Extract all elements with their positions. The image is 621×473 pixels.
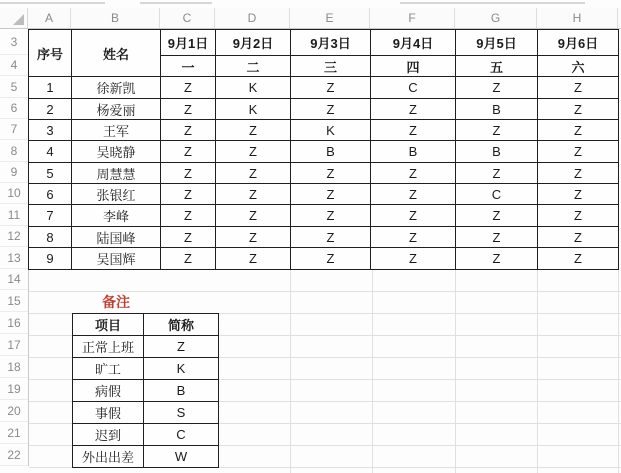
attendance-cell[interactable]: Z xyxy=(456,248,538,270)
table-row xyxy=(29,120,619,141)
legend-header-cell[interactable]: 简称 xyxy=(144,314,219,336)
attendance-cell[interactable]: Z xyxy=(161,184,216,205)
col-header-B[interactable]: B xyxy=(71,8,160,28)
header-weekday[interactable]: 三 xyxy=(291,56,371,77)
cropped-row-fragment xyxy=(0,2,105,4)
attendance-cell[interactable]: Z xyxy=(216,227,291,248)
column-header-strip xyxy=(0,8,621,29)
attendance-cell[interactable]: Z xyxy=(371,163,456,184)
header-weekday[interactable]: 一 xyxy=(161,56,216,77)
attendance-cell[interactable]: Z xyxy=(538,99,619,120)
attendance-cell[interactable]: C xyxy=(371,77,456,99)
attendance-cell[interactable]: Z xyxy=(371,120,456,141)
attendance-cell[interactable]: Z xyxy=(371,99,456,120)
table-row xyxy=(29,205,619,227)
gridline xyxy=(372,270,373,473)
attendance-cell[interactable]: B xyxy=(456,99,538,120)
row-header-4[interactable]: 4 xyxy=(0,55,28,76)
header-weekday[interactable]: 四 xyxy=(371,56,456,77)
attendance-cell[interactable]: Z xyxy=(456,120,538,141)
row-header-12[interactable]: 12 xyxy=(0,226,28,247)
row-header-3[interactable]: 3 xyxy=(0,29,28,55)
col-header-D[interactable]: D xyxy=(215,8,290,28)
attendance-cell[interactable]: Z xyxy=(371,184,456,205)
employee-name-cell[interactable]: 吴国辉 xyxy=(72,248,161,270)
attendance-cell[interactable]: Z xyxy=(456,205,538,227)
attendance-cell[interactable]: Z xyxy=(216,184,291,205)
attendance-cell[interactable]: Z xyxy=(291,248,371,270)
row-header-13[interactable]: 13 xyxy=(0,247,28,269)
row-header-19[interactable]: 19 xyxy=(0,378,28,400)
select-all-icon xyxy=(13,14,24,25)
table-row xyxy=(29,248,619,270)
row-header-18[interactable]: 18 xyxy=(0,356,28,378)
row-header-8[interactable]: 8 xyxy=(0,140,28,162)
col-header-F[interactable]: F xyxy=(370,8,455,28)
employee-name-cell[interactable]: 周慧慧 xyxy=(72,163,161,184)
serial-cell[interactable]: 2 xyxy=(29,99,72,120)
header-serial[interactable]: 序号 xyxy=(29,30,72,77)
employee-name-cell[interactable]: 陆国峰 xyxy=(72,227,161,248)
attendance-cell[interactable]: Z xyxy=(371,205,456,227)
attendance-cell[interactable]: Z xyxy=(538,141,619,163)
row-header-15[interactable]: 15 xyxy=(0,290,28,312)
legend-row xyxy=(73,380,219,402)
attendance-cell[interactable]: Z xyxy=(538,205,619,227)
attendance-cell[interactable]: Z xyxy=(371,227,456,248)
row-header-6[interactable]: 6 xyxy=(0,98,28,119)
legend-code-cell[interactable]: K xyxy=(144,358,219,380)
legend-row xyxy=(73,424,219,446)
col-header-H[interactable]: H xyxy=(537,8,618,28)
gridline xyxy=(455,270,456,473)
legend-item-cell[interactable]: 外出出差 xyxy=(73,446,144,468)
attendance-cell[interactable]: Z xyxy=(456,163,538,184)
header-date[interactable]: 9月5日 xyxy=(456,30,538,56)
row-header-strip xyxy=(0,29,29,466)
legend-item-cell[interactable]: 正常上班 xyxy=(73,336,144,358)
attendance-cell[interactable]: Z xyxy=(216,141,291,163)
attendance-cell[interactable]: Z xyxy=(538,77,619,99)
legend-code-cell[interactable]: B xyxy=(144,380,219,402)
attendance-cell[interactable]: Z xyxy=(161,163,216,184)
row-header-5[interactable]: 5 xyxy=(0,76,28,98)
legend-row xyxy=(73,446,219,468)
attendance-cell[interactable]: Z xyxy=(291,184,371,205)
header-weekday[interactable]: 二 xyxy=(216,56,291,77)
serial-cell[interactable]: 5 xyxy=(29,163,72,184)
legend-code-cell[interactable]: C xyxy=(144,424,219,446)
header-date[interactable]: 9月2日 xyxy=(216,30,291,56)
attendance-cell[interactable]: Z xyxy=(161,205,216,227)
table-row xyxy=(29,99,619,120)
attendance-cell[interactable]: Z xyxy=(291,227,371,248)
header-weekday[interactable]: 六 xyxy=(538,56,619,77)
legend-row xyxy=(73,402,219,424)
header-name[interactable]: 姓名 xyxy=(72,30,161,77)
row-header-10[interactable]: 10 xyxy=(0,183,28,204)
attendance-cell[interactable]: K xyxy=(216,99,291,120)
table-header-row xyxy=(29,30,619,56)
employee-name-cell[interactable]: 徐新凯 xyxy=(72,77,161,99)
attendance-cell[interactable]: Z xyxy=(456,227,538,248)
legend-code-cell[interactable]: S xyxy=(144,402,219,424)
employee-name-cell[interactable]: 张银红 xyxy=(72,184,161,205)
legend-item-cell[interactable]: 事假 xyxy=(73,402,144,424)
select-all-corner[interactable] xyxy=(0,8,28,28)
attendance-cell[interactable]: Z xyxy=(538,248,619,270)
row-header-7[interactable]: 7 xyxy=(0,119,28,140)
legend-item-cell[interactable]: 旷工 xyxy=(73,358,144,380)
attendance-cell[interactable]: C xyxy=(456,184,538,205)
attendance-cell[interactable]: Z xyxy=(456,77,538,99)
legend-row xyxy=(73,336,219,358)
header-date[interactable]: 9月4日 xyxy=(371,30,456,56)
col-header-A[interactable]: A xyxy=(28,8,71,28)
attendance-cell[interactable]: Z xyxy=(161,77,216,99)
attendance-cell[interactable]: Z xyxy=(371,248,456,270)
legend-header-cell[interactable]: 项目 xyxy=(73,314,144,336)
row-header-16[interactable]: 16 xyxy=(0,312,28,334)
gridline xyxy=(618,270,619,473)
attendance-cell[interactable]: Z xyxy=(216,205,291,227)
header-date[interactable]: 9月1日 xyxy=(161,30,216,56)
attendance-cell[interactable]: Z xyxy=(161,141,216,163)
legend-code-cell[interactable]: Z xyxy=(144,336,219,358)
employee-name-cell[interactable]: 王军 xyxy=(72,120,161,141)
attendance-cell[interactable]: Z xyxy=(291,99,371,120)
gridline xyxy=(537,270,538,473)
serial-cell[interactable]: 7 xyxy=(29,205,72,227)
attendance-cell[interactable]: Z xyxy=(538,227,619,248)
employee-name-cell[interactable]: 李峰 xyxy=(72,205,161,227)
attendance-cell[interactable]: Z xyxy=(161,248,216,270)
serial-cell[interactable]: 3 xyxy=(29,120,72,141)
attendance-cell[interactable]: Z xyxy=(291,77,371,99)
serial-cell[interactable]: 4 xyxy=(29,141,72,163)
attendance-cell[interactable]: Z xyxy=(161,120,216,141)
header-weekday[interactable]: 五 xyxy=(456,56,538,77)
row-header-17[interactable]: 17 xyxy=(0,334,28,356)
col-header-G[interactable]: G xyxy=(455,8,537,28)
table-row xyxy=(29,163,619,184)
attendance-cell[interactable]: Z xyxy=(216,163,291,184)
legend-row xyxy=(73,358,219,380)
legend-header-row xyxy=(73,314,219,336)
attendance-cell[interactable]: Z xyxy=(538,184,619,205)
attendance-cell[interactable]: K xyxy=(291,120,371,141)
row-header-21[interactable]: 21 xyxy=(0,422,28,444)
header-date[interactable]: 9月3日 xyxy=(291,30,371,56)
table-row xyxy=(29,77,619,99)
legend-title: 备注 xyxy=(102,293,130,310)
attendance-cell[interactable]: B xyxy=(371,141,456,163)
serial-cell[interactable]: 1 xyxy=(29,77,72,99)
row-header-11[interactable]: 11 xyxy=(0,204,28,226)
attendance-cell[interactable]: Z xyxy=(161,227,216,248)
serial-cell[interactable]: 6 xyxy=(29,184,72,205)
legend-code-cell[interactable]: W xyxy=(144,446,219,468)
attendance-cell[interactable]: Z xyxy=(216,120,291,141)
attendance-cell[interactable]: B xyxy=(291,141,371,163)
row-header-20[interactable]: 20 xyxy=(0,400,28,422)
table-row xyxy=(29,141,619,163)
row-header-9[interactable]: 9 xyxy=(0,162,28,183)
attendance-cell[interactable]: Z xyxy=(291,163,371,184)
attendance-cell[interactable]: B xyxy=(456,141,538,163)
attendance-cell[interactable]: Z xyxy=(538,163,619,184)
attendance-cell[interactable]: Z xyxy=(538,120,619,141)
row-header-22[interactable]: 22 xyxy=(0,444,28,466)
table-row xyxy=(29,184,619,205)
attendance-cell[interactable]: K xyxy=(216,77,291,99)
legend-table xyxy=(72,313,219,468)
employee-name-cell[interactable]: 吴晓静 xyxy=(72,141,161,163)
row-header-14[interactable]: 14 xyxy=(0,269,28,290)
employee-name-cell[interactable]: 杨爱丽 xyxy=(72,99,161,120)
attendance-table xyxy=(28,29,619,270)
legend-item-cell[interactable]: 迟到 xyxy=(73,424,144,446)
gridline xyxy=(290,270,291,473)
serial-cell[interactable]: 9 xyxy=(29,248,72,270)
attendance-cell[interactable]: Z xyxy=(161,99,216,120)
col-header-E[interactable]: E xyxy=(290,8,370,28)
header-date[interactable]: 9月6日 xyxy=(538,30,619,56)
legend-item-cell[interactable]: 病假 xyxy=(73,380,144,402)
table-row xyxy=(29,227,619,248)
cropped-row-fragment xyxy=(400,2,585,4)
attendance-cell[interactable]: Z xyxy=(216,248,291,270)
col-header-C[interactable]: C xyxy=(160,8,215,28)
cropped-row-fragment xyxy=(140,2,212,4)
attendance-cell[interactable]: Z xyxy=(291,205,371,227)
serial-cell[interactable]: 8 xyxy=(29,227,72,248)
